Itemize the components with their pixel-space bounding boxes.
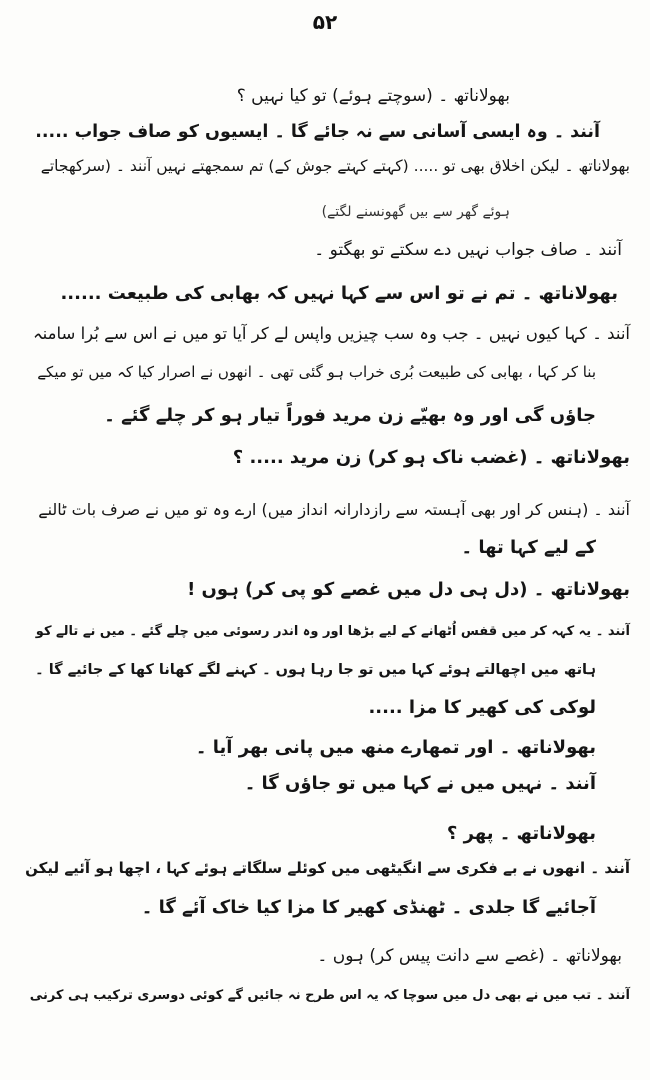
text-line: آنند ۔ (ہنس کر اور بھی آہستہ سے رازدارانہ انداز میں) ارے وہ تو میں نے صرف بات ٹالنے bbox=[38, 500, 630, 519]
text-line: لوکی کی کھیر کا مزا ..... bbox=[368, 697, 596, 718]
text-line: بھولاناتھ ۔ (غضب ناک ہو کر) زن مرید ..... ؟ bbox=[232, 447, 630, 468]
text-line: ہوئے گھر سے بیں گھونسنے لگتے) bbox=[321, 204, 510, 220]
text-line: آنند ۔ کہا کیوں نہیں ۔ جب وہ سب چیزیں واپس لے کر آیا تو میں نے اس سے بُرا سامنہ bbox=[32, 324, 630, 343]
text-line: بھولاناتھ ۔ (سوچتے ہوئے) تو کیا نہیں ؟ bbox=[236, 86, 510, 106]
text-line: بھولاناتھ ۔ (غصے سے دانت پیس کر) ہوں ۔ bbox=[317, 946, 622, 966]
text-line: آنند ۔ وہ ایسی آسانی سے نہ جائے گا ۔ ایسیوں کو صاف جواب ..... bbox=[35, 122, 600, 142]
text-line: بھولاناتھ ۔ (دل ہی دل میں غصے کو پی کر) ہوں ! bbox=[187, 579, 630, 600]
text-line: بھولاناتھ ۔ لیکن اخلاق بھی تو ..... (کہتے کہتے جوش کے) تم سمجھتے نہیں آنند ۔ (سرکھجاتے bbox=[40, 157, 630, 175]
text-line: بھولاناتھ ۔ اور تمھارے منھ میں پانی بھر آیا ۔ bbox=[195, 737, 596, 758]
text-line: آجائیے گا جلدی ۔ ٹھنڈی کھیر کا مزا کیا خاک آئے گا ۔ bbox=[141, 897, 596, 918]
text-line: بنا کر کہا ، بھابی کی طبیعت بُری خراب ہو گئی تھی ۔ انھوں نے اصرار کیا کہ میں تو میکے bbox=[37, 363, 596, 381]
text-line: بھولاناتھ ۔ پھر ؟ bbox=[446, 823, 596, 844]
text-line: آنند ۔ صاف جواب نہیں دے سکتے تو بھگتو ۔ bbox=[314, 240, 622, 260]
text-line: آنند ۔ انھوں نے بے فکری سے انگیٹھی میں کوئلے سلگاتے ہوئے کہا ، اچھا ہو آئیے لیکن bbox=[25, 859, 630, 877]
text-line: آنند ۔ یہ کہہ کر میں قفس اُٹھانے کے لیے بڑھا اور وہ اندر رسوئی میں چلے گئے ۔ میں نے تالے کو bbox=[35, 624, 630, 639]
text-line: بھولاناتھ ۔ تم نے تو اس سے کہا نہیں کہ بھابی کی طبیعت ...... bbox=[60, 283, 618, 304]
text-line: جاؤں گی اور وہ بھیّے زن مرید فوراً تیار ہو کر چلے گئے ۔ bbox=[104, 405, 596, 426]
page-number: ۵۲ bbox=[312, 10, 338, 34]
text-line: کے لیے کہا تھا ۔ bbox=[461, 537, 596, 558]
text-line: آنند ۔ تب میں نے بھی دل میں سوچا کہ یہ اس طرح نہ جائیں گے کوئی دوسری ترکیب ہی کرنی bbox=[29, 988, 630, 1003]
text-line: آنند ۔ نہیں میں نے کہا میں تو جاؤں گا ۔ bbox=[244, 773, 596, 794]
text-line: ہاتھ میں اچھالتے ہوئے کہا میں تو جا رہا ہوں ۔ کہنے لگے کھانا کھا کے جائیے گا ۔ bbox=[35, 662, 596, 678]
